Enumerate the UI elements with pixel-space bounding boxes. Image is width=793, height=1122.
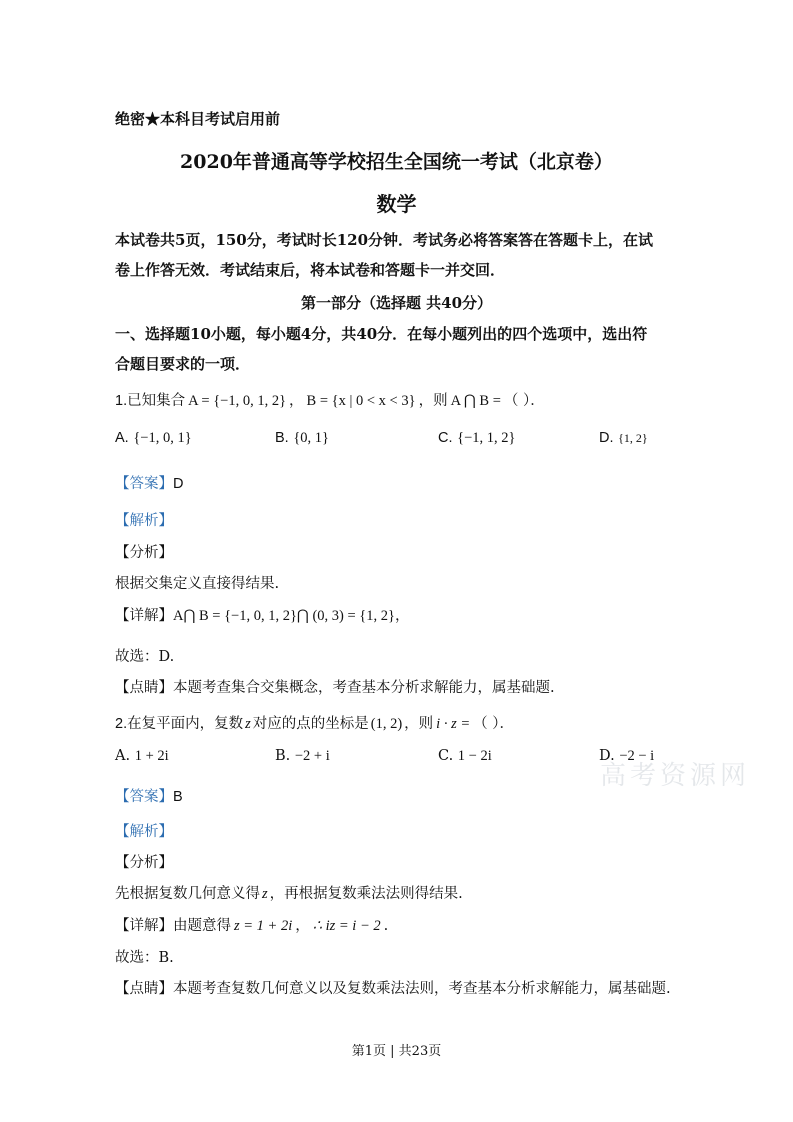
point-coord: (1, 2): [370, 716, 403, 732]
choice-line: 故选：D.: [115, 649, 175, 665]
answer-value: B: [173, 789, 183, 805]
comment-line: [115, 977, 671, 998]
comment-tag: 【点睛】: [115, 680, 173, 696]
intro-line-2: 卷上作答无效．考试结束后，将本试卷和答题卡一并交回．: [115, 261, 506, 279]
fenxi-tag: 【分析】: [115, 855, 173, 871]
detail-math: A⋂ B = {−1, 0, 1, 2}⋂ (0, 3) = {1, 2}: [173, 608, 395, 624]
var-z: z: [262, 886, 268, 902]
intersection-expr: A ⋂ B =: [450, 393, 501, 409]
product-expr: i · z =: [436, 716, 471, 732]
option-a: A. 1 + 2i: [115, 748, 169, 764]
detail-math-2: ∴ iz = i − 2: [312, 918, 381, 934]
answer-tag: 【答案】: [115, 789, 173, 805]
answer-line: [115, 785, 183, 806]
option-d: D. −2 − i: [599, 748, 655, 764]
stem-text: （ ）．: [473, 716, 514, 732]
analysis-tag: 【解析】: [115, 824, 173, 840]
section-line-1: 一、选择题10小题，每小题4分，共40分．在每小题列出的四个选项中，选出符: [115, 325, 648, 343]
question-1-stem: [115, 389, 545, 410]
detail-line: 【详解】由题意得 z = 1 + 2i ， ∴ iz = i − 2 .: [115, 918, 389, 934]
fenxi-tag: 【分析】: [115, 545, 173, 561]
stem-text: ，: [289, 393, 304, 409]
detail-math-1: z = 1 + 2i: [234, 918, 293, 934]
stem-text: （ ）．: [503, 393, 545, 409]
option-c: C. {−1, 1, 2}: [438, 430, 516, 446]
comment-tag: 【点睛】: [115, 981, 173, 997]
stem-text: 对应的点的坐标是: [252, 716, 369, 732]
detail-tag: 【详解】: [115, 918, 173, 934]
stem-text: ，则: [404, 716, 434, 732]
analysis-tag: 【解析】: [115, 513, 173, 529]
var-z: z: [245, 716, 251, 732]
intro-line-1: 本试卷共5页，150分，考试时长120分钟．考试务必将答案答在答题卡上，在试: [115, 231, 654, 249]
comment-text: 本题考查复数几何意义以及复数乘法法则，考查基本分析求解能力，属基础题.: [173, 981, 671, 997]
subject-title: 数学: [376, 192, 417, 216]
detail-line: 【详解】A⋂ B = {−1, 0, 1, 2}⋂ (0, 3) = {1, 2}，: [115, 608, 410, 624]
answer-value: D: [173, 476, 184, 492]
option-c: C. 1 − 2i: [438, 748, 492, 764]
detail-tag: 【详解】: [115, 608, 173, 624]
comment-text: 本题考查集合交集概念，考查基本分析求解能力，属基础题.: [173, 680, 555, 696]
watermark: 高考资源网: [600, 761, 751, 791]
section-line-2: 合题目要求的一项．: [115, 355, 251, 373]
stem-text: ，则: [418, 393, 448, 409]
stem-text: 在复平面内，复数: [127, 716, 244, 732]
question-number: 1.: [115, 393, 128, 409]
page-title: 2020年普通高等学校招生全国统一考试（北京卷）: [180, 151, 613, 173]
fenxi-text: 根据交集定义直接得结果.: [115, 576, 280, 592]
comment-line: [115, 676, 555, 697]
fenxi-line: 先根据复数几何意义得 z ，再根据复数乘法法则得结果.: [115, 886, 463, 902]
stem-text: 已知集合: [127, 393, 186, 409]
option-b: B. {0, 1}: [275, 430, 329, 446]
option-b: B. −2 + i: [275, 748, 330, 764]
part-heading: 第一部分（选择题 共40分）: [300, 294, 493, 312]
secret-label: 绝密★本科目考试启用前: [115, 110, 281, 128]
answer-line: [115, 472, 183, 493]
option-d: D. {1, 2}: [599, 430, 648, 446]
choice-line: 故选：B.: [115, 950, 174, 966]
set-a: A = {−1, 0, 1, 2}: [188, 393, 287, 409]
question-2-stem: [115, 712, 514, 733]
question-number: 2.: [115, 716, 128, 732]
set-b: B = {x | 0 < x < 3}: [306, 393, 416, 409]
option-a: A. {−1, 0, 1}: [115, 430, 192, 446]
page-footer: 第1页 | 共23页: [351, 1044, 442, 1059]
answer-tag: 【答案】: [115, 476, 173, 492]
